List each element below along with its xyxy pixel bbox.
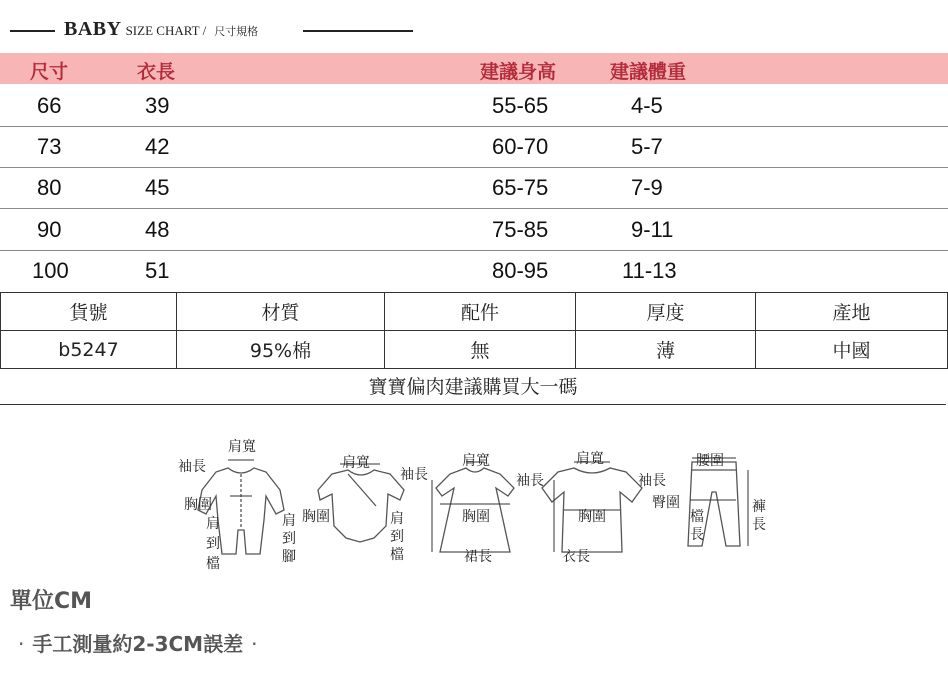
header-weight: 建議體重 — [610, 61, 687, 83]
unit-label: 單位CM — [10, 589, 93, 614]
subtitle-label: SIZE CHART / — [125, 23, 207, 38]
chart-header — [0, 18, 420, 44]
table-row — [0, 209, 948, 251]
header-material: 材質 — [261, 302, 300, 324]
label-sleeve-length: 袖長 — [516, 473, 544, 489]
header-title — [64, 18, 258, 41]
cell-weight: 9-11 — [631, 217, 674, 242]
header-item-no: 貨號 — [69, 302, 108, 324]
label-shoulder-width: 肩寬 — [342, 455, 370, 471]
label-shoulder-to-crotch: 肩到檔 — [390, 511, 404, 563]
label-chest: 胸圍 — [578, 509, 606, 525]
cell-length: 42 — [145, 134, 170, 159]
header-length: 衣長 — [137, 61, 176, 83]
label-shoulder-to-crotch: 肩到檔 — [206, 516, 220, 572]
cell-weight: 11-13 — [622, 258, 677, 283]
label-shoulder-width: 肩寬 — [462, 453, 490, 469]
cell-length: 48 — [145, 217, 170, 242]
table-row — [0, 126, 948, 168]
label-sleeve-length: 袖長 — [638, 473, 666, 489]
header-rule-right — [303, 30, 413, 32]
measurement-error-note — [10, 628, 265, 657]
bullet-dot: · — [18, 632, 25, 656]
label-waist: 腰圍 — [696, 453, 724, 469]
label-garment-length: 衣長 — [562, 549, 590, 565]
label-hip: 臀圍 — [652, 495, 680, 511]
table-row — [0, 167, 948, 209]
table-row — [0, 250, 948, 291]
label-crotch-length: 檔長 — [690, 509, 704, 543]
header-rule-left — [10, 30, 55, 32]
cell-weight: 5-7 — [631, 134, 663, 159]
header-size: 尺寸 — [30, 61, 69, 83]
label-chest: 胸圍 — [462, 509, 490, 525]
value-item-no: b5247 — [58, 338, 119, 361]
cell-size: 90 — [37, 217, 62, 242]
label-shoulder-width: 肩寬 — [228, 439, 256, 455]
cell-size: 100 — [32, 258, 69, 283]
header-height: 建議身高 — [480, 61, 557, 83]
bullet-dot: · — [251, 632, 258, 656]
cell-size: 66 — [37, 93, 62, 118]
header-origin: 產地 — [832, 302, 871, 324]
size-advice-note: 寶寶偏肉建議購買大一碼 — [0, 367, 946, 405]
label-shoulder-to-foot: 肩到腳 — [282, 513, 296, 565]
value-origin: 中國 — [832, 340, 871, 362]
measurement-diagrams — [170, 430, 770, 580]
label-skirt-length: 裙長 — [464, 549, 492, 565]
value-accessories: 無 — [470, 340, 490, 362]
cell-length: 51 — [145, 258, 170, 283]
cell-height: 60-70 — [492, 134, 549, 159]
cell-height: 75-85 — [492, 217, 549, 242]
cell-height: 80-95 — [492, 258, 549, 283]
brand-label: BABY — [64, 18, 122, 40]
cell-length: 39 — [145, 93, 170, 118]
cell-size: 80 — [37, 175, 62, 200]
error-text: 手工測量約2-3CM誤差 — [32, 632, 244, 656]
subtitle-cn-label: 尺寸規格 — [214, 25, 259, 38]
cell-height: 55-65 — [492, 93, 549, 118]
value-thickness: 薄 — [655, 340, 675, 362]
label-shoulder-width: 肩寬 — [576, 451, 604, 467]
product-info-table — [0, 292, 948, 369]
cell-weight: 4-5 — [631, 93, 663, 118]
size-table-header — [0, 53, 948, 84]
cell-weight: 7-9 — [631, 175, 663, 200]
cell-height: 65-75 — [492, 175, 549, 200]
label-sleeve-length: 袖長 — [400, 467, 428, 483]
label-pants-length: 褲長 — [752, 499, 766, 533]
label-chest: 胸圍 — [302, 509, 330, 525]
label-chest: 胸圍 — [184, 497, 212, 513]
cell-size: 73 — [37, 134, 62, 159]
value-material: 95%棉 — [249, 340, 312, 362]
table-row — [0, 85, 948, 127]
label-sleeve-length: 袖長 — [178, 459, 206, 475]
header-accessories: 配件 — [460, 302, 499, 324]
header-thickness: 厚度 — [646, 302, 685, 324]
cell-length: 45 — [145, 175, 170, 200]
